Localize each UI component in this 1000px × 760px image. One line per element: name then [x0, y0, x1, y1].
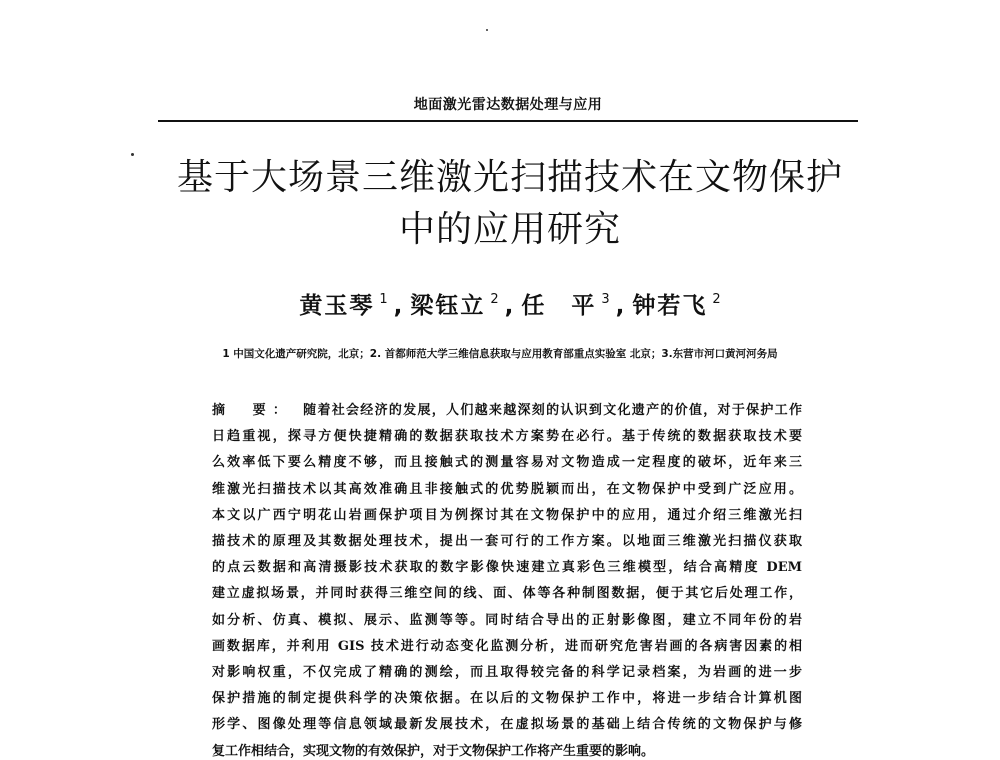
author-name: 钟若飞	[632, 293, 708, 319]
abstract-line: 日趋重视，探寻方便快捷精确的数据获取技术方案势在必行。基于传统的数据获取技术要	[212, 429, 802, 445]
abstract-line: 么效率低下要么精度不够，而且接触式的测量容易对文物造成一定程度的破坏，近年来三	[212, 455, 802, 471]
abstract-line: 维激光扫描技术以其高效准确且非接触式的优势脱颖而出，在文物保护中受到广泛应用。	[212, 481, 802, 497]
paper-title-line-2: 中的应用研究	[398, 209, 621, 250]
author-name: 梁钰立	[410, 293, 486, 319]
abstract	[212, 398, 802, 760]
author-name: 任 平	[521, 293, 597, 319]
abstract-line: 建立虚拟场景，并同时获得三维空间的线、面、体等各种制图数据，便于其它后处理工作，	[212, 586, 802, 602]
author-separator: ,	[504, 293, 514, 319]
abstract-line: 的点云数据和高清摄影技术获取的数字影像快速建立真彩色三维模型，结合高精度 DEM	[212, 560, 802, 576]
abstract-line	[212, 398, 802, 424]
scan-speck	[486, 29, 488, 31]
affiliation-mark: 2	[712, 292, 721, 307]
affiliation-mark: 3	[601, 292, 610, 307]
author-separator: ,	[615, 293, 625, 319]
abstract-line-text: 随着社会经济的发展，人们越来越深刻的认识到文化遗产的价值，对于保护工作	[303, 403, 802, 418]
author-name: 黄玉琴	[299, 293, 375, 319]
author-separator: ,	[393, 293, 403, 319]
abstract-line: 对影响权重，不仅完成了精确的测绘，而且取得较完备的科学记录档案，为岩画的进一步	[212, 665, 802, 681]
abstract-line: 本文以广西宁明花山岩画保护项目为例探讨其在文物保护中的应用，通过介绍三维激光扫	[212, 507, 802, 523]
abstract-label: 摘 要：	[212, 403, 294, 418]
affiliation-mark: 1	[379, 292, 388, 307]
abstract-line: 画数据库，并利用 GIS 技术进行动态变化监测分析，进而研究危害岩画的各病害因素的相	[212, 638, 802, 654]
paper-title	[100, 152, 920, 256]
abstract-line: 复工作相结合，实现文物的有效保护，对于文物保护工作将产生重要的影响。	[212, 743, 655, 759]
abstract-line: 形学、图像处理等信息领域最新发展技术，在虚拟场景的基础上结合传统的文物保护与修	[212, 717, 802, 733]
abstract-line: 保护措施的制定提供科学的决策依据。在以后的文物保护工作中，将进一步结合计算机图	[212, 691, 802, 707]
affiliations: 1 中国文化遗产研究院，北京；2. 首都师范大学三维信息获取与应用教育部重点实验室 北京；3.东营市河口黄河河务局	[222, 348, 778, 360]
running-header-text: 地面激光雷达数据处理与应用	[413, 97, 603, 113]
running-header	[158, 94, 858, 122]
paper-title-line-1: 基于大场景三维激光扫描技术在文物保护	[176, 157, 843, 198]
affiliation-mark: 2	[490, 292, 499, 307]
author-list	[100, 282, 920, 324]
abstract-line: 描技术的原理及其数据处理技术，提出一套可行的工作方案。以地面三维激光扫描仪获取	[212, 534, 802, 550]
abstract-line: 如分析、仿真、模拟、展示、监测等等。同时结合导出的正射影像图，建立不同年份的岩	[212, 612, 802, 628]
